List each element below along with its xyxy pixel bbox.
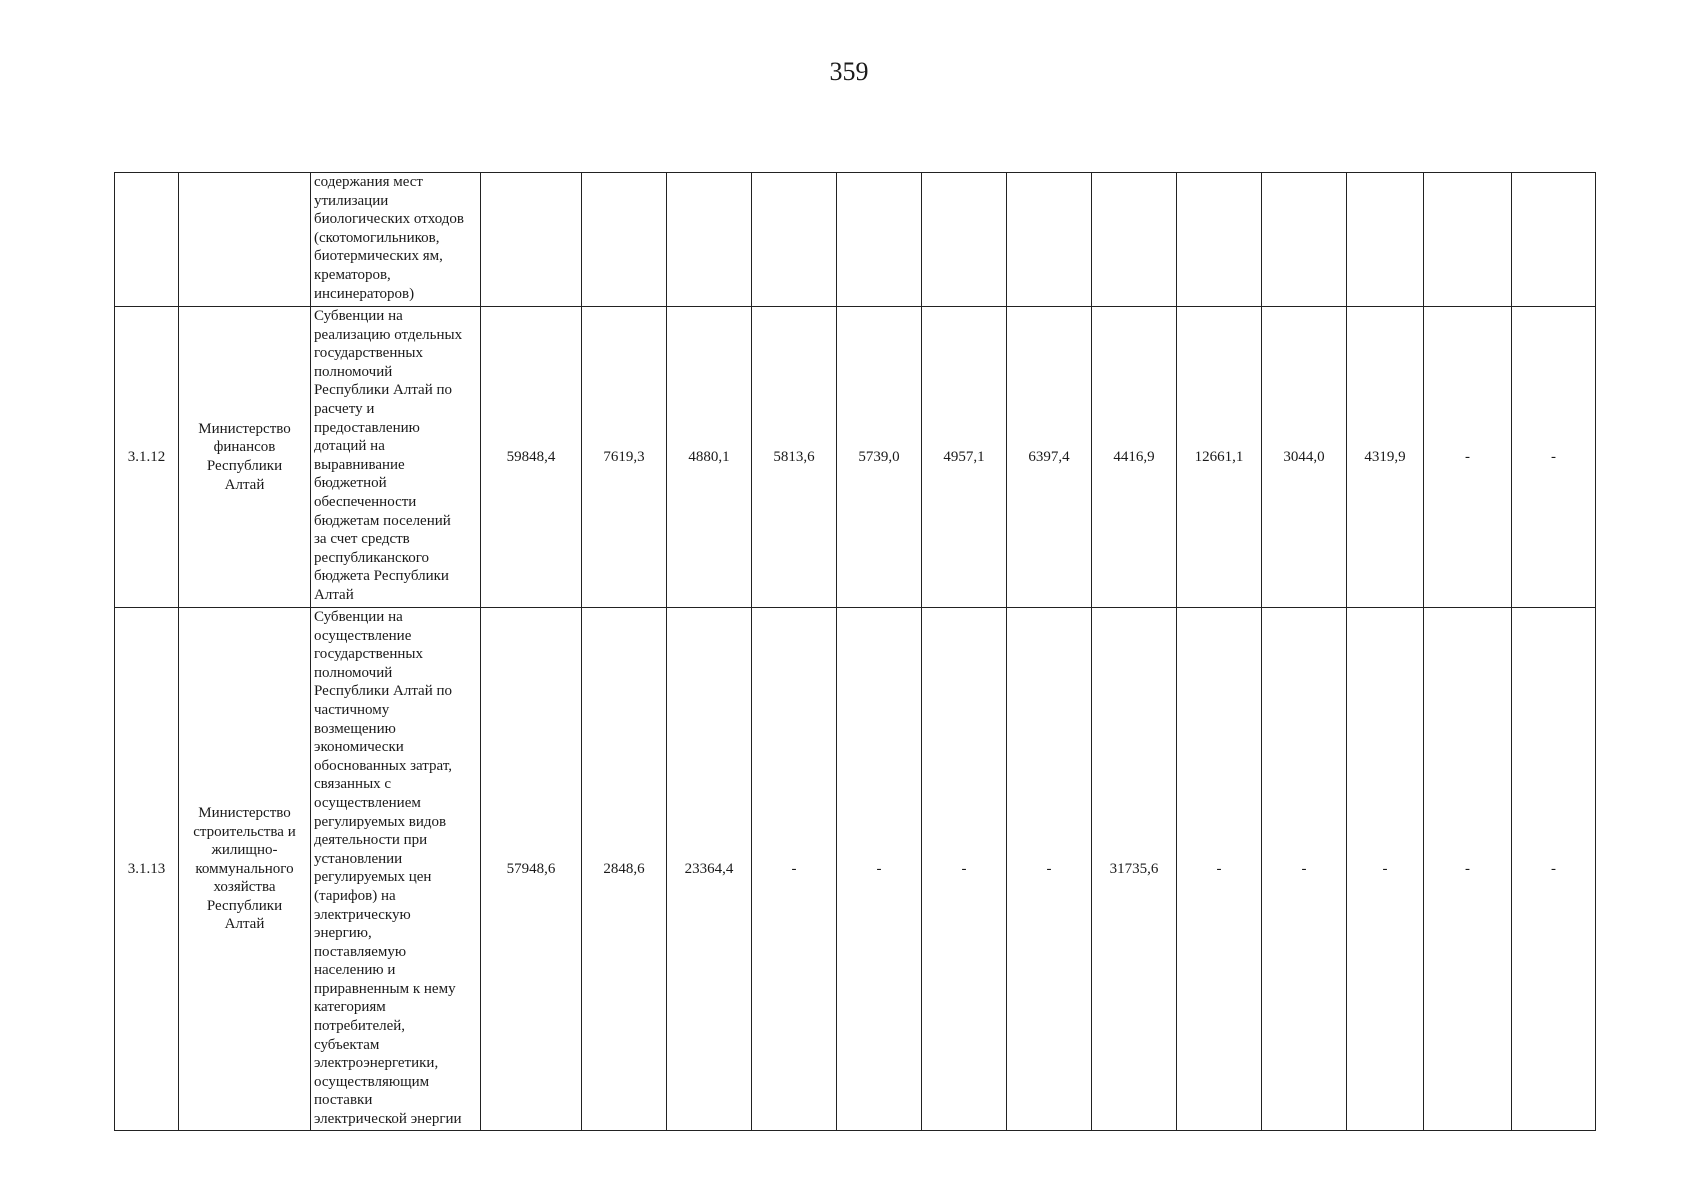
- description-line: осуществлением: [314, 794, 421, 811]
- ministry-line: Министерство: [198, 420, 291, 437]
- description-line: приравненным к нему: [314, 980, 456, 997]
- description-line: экономически: [314, 739, 404, 756]
- description-line: утилизации: [314, 192, 389, 209]
- description-line: реализацию отдельных: [314, 326, 463, 343]
- value-cell: 57948,6: [481, 608, 582, 1131]
- value-cell: [1424, 173, 1512, 307]
- description-line: поставляемую: [314, 943, 407, 960]
- description-line: Субвенции на: [314, 609, 403, 625]
- description-line: потребителей,: [314, 1018, 406, 1035]
- description-line: дотаций на: [314, 438, 385, 455]
- ministry-line: финансов: [213, 439, 276, 456]
- value-cell: -: [1424, 307, 1512, 608]
- description-line: Алтай: [314, 586, 354, 603]
- description-line: деятельности при: [314, 832, 428, 849]
- value-cell: 7619,3: [582, 307, 667, 608]
- description-line: за счет средств: [314, 531, 410, 548]
- description-line: предоставлению: [314, 419, 420, 436]
- description-line: бюджета Республики: [314, 568, 449, 585]
- ministry-line: хозяйства: [213, 879, 276, 896]
- description-line: субъектам: [314, 1036, 380, 1053]
- ministry-cell: [179, 307, 311, 608]
- value-cell: [1092, 173, 1177, 307]
- value-cell: [752, 173, 837, 307]
- table-row: [115, 307, 1596, 608]
- description-line: государственных: [314, 345, 423, 362]
- value-cell: 23364,4: [667, 608, 752, 1131]
- value-cell: [1347, 173, 1424, 307]
- description-line: бюджетной: [314, 475, 387, 492]
- description-line: инсинераторов): [314, 285, 415, 302]
- value-cell: 2848,6: [582, 608, 667, 1131]
- description-line: осуществление: [314, 627, 412, 644]
- value-cell: -: [1007, 608, 1092, 1131]
- description-cell: [311, 307, 481, 608]
- value-cell: -: [1512, 307, 1596, 608]
- value-cell: -: [1424, 608, 1512, 1131]
- value-cell: [667, 173, 752, 307]
- description-cell: [311, 173, 481, 307]
- description-line: населению и: [314, 962, 396, 979]
- description-line: содержания мест: [314, 174, 423, 190]
- value-cell: 5813,6: [752, 307, 837, 608]
- value-cell: [582, 173, 667, 307]
- description-line: регулируемых видов: [314, 813, 447, 830]
- value-cell: -: [1177, 608, 1262, 1131]
- description-line: категориям: [314, 999, 386, 1016]
- ministry-line: строительства и: [193, 823, 296, 840]
- description-line: обеспеченности: [314, 493, 417, 510]
- description-line: Республики Алтай по: [314, 683, 453, 700]
- description-line: Субвенции на: [314, 308, 403, 324]
- budget-table: [114, 172, 1596, 1131]
- value-cell: -: [1262, 608, 1347, 1131]
- description-line: частичному: [314, 701, 390, 718]
- table-row: [115, 608, 1596, 1131]
- description-line: республиканского: [314, 549, 429, 566]
- row-code-cell: [115, 173, 179, 307]
- ministry-cell: [179, 608, 311, 1131]
- description-cell: [311, 608, 481, 1131]
- value-cell: 4416,9: [1092, 307, 1177, 608]
- value-cell: 4880,1: [667, 307, 752, 608]
- description-line: обоснованных затрат,: [314, 757, 452, 774]
- description-line: установлении: [314, 850, 403, 867]
- value-cell: -: [837, 608, 922, 1131]
- value-cell: [1177, 173, 1262, 307]
- description-line: (тарифов) на: [314, 887, 396, 904]
- value-cell: 3044,0: [1262, 307, 1347, 608]
- description-line: электрической энергии: [314, 1111, 462, 1128]
- value-cell: 4319,9: [1347, 307, 1424, 608]
- description-line: Республики Алтай по: [314, 382, 453, 399]
- description-line: бюджетам поселений: [314, 512, 451, 529]
- value-cell: -: [922, 608, 1007, 1131]
- table-row: [115, 173, 1596, 307]
- value-cell: 4957,1: [922, 307, 1007, 608]
- ministry-line: Республики: [206, 458, 283, 474]
- description-line: полномочий: [314, 664, 393, 681]
- value-cell: 6397,4: [1007, 307, 1092, 608]
- value-cell: -: [752, 608, 837, 1131]
- description-line: возмещению: [314, 720, 396, 737]
- description-line: электроэнергетики,: [314, 1055, 439, 1072]
- value-cell: [922, 173, 1007, 307]
- description-line: регулируемых цен: [314, 869, 432, 886]
- value-cell: [1007, 173, 1092, 307]
- value-cell: -: [1347, 608, 1424, 1131]
- value-cell: 31735,6: [1092, 608, 1177, 1131]
- description-line: осуществляющим: [314, 1073, 430, 1090]
- value-cell: 12661,1: [1177, 307, 1262, 608]
- ministry-line: коммунального: [195, 860, 294, 877]
- description-line: биологических отходов: [314, 211, 464, 228]
- row-code-cell: 3.1.12: [115, 307, 179, 608]
- ministry-cell: [179, 173, 311, 307]
- value-cell: -: [1512, 608, 1596, 1131]
- ministry-line: Алтай: [224, 476, 265, 493]
- value-cell: 59848,4: [481, 307, 582, 608]
- description-line: энергию,: [314, 925, 372, 942]
- description-line: полномочий: [314, 363, 393, 380]
- description-line: расчету и: [314, 400, 375, 417]
- description-line: поставки: [314, 1092, 373, 1109]
- description-line: государственных: [314, 646, 423, 663]
- value-cell: [1262, 173, 1347, 307]
- description-line: связанных с: [314, 776, 392, 793]
- description-line: биотермических ям,: [314, 248, 443, 265]
- description-line: электрическую: [314, 906, 411, 923]
- ministry-line: Алтай: [224, 916, 265, 933]
- row-code-cell: 3.1.13: [115, 608, 179, 1131]
- description-line: выравнивание: [314, 456, 405, 473]
- page-number: 359: [829, 57, 869, 86]
- description-line: (скотомогильников,: [314, 229, 440, 246]
- ministry-line: Министерство: [198, 804, 291, 821]
- value-cell: [1512, 173, 1596, 307]
- value-cell: [837, 173, 922, 307]
- ministry-line: Республики: [206, 897, 283, 914]
- value-cell: [481, 173, 582, 307]
- value-cell: 5739,0: [837, 307, 922, 608]
- description-line: крематоров,: [314, 266, 391, 283]
- ministry-line: жилищно-: [211, 842, 278, 859]
